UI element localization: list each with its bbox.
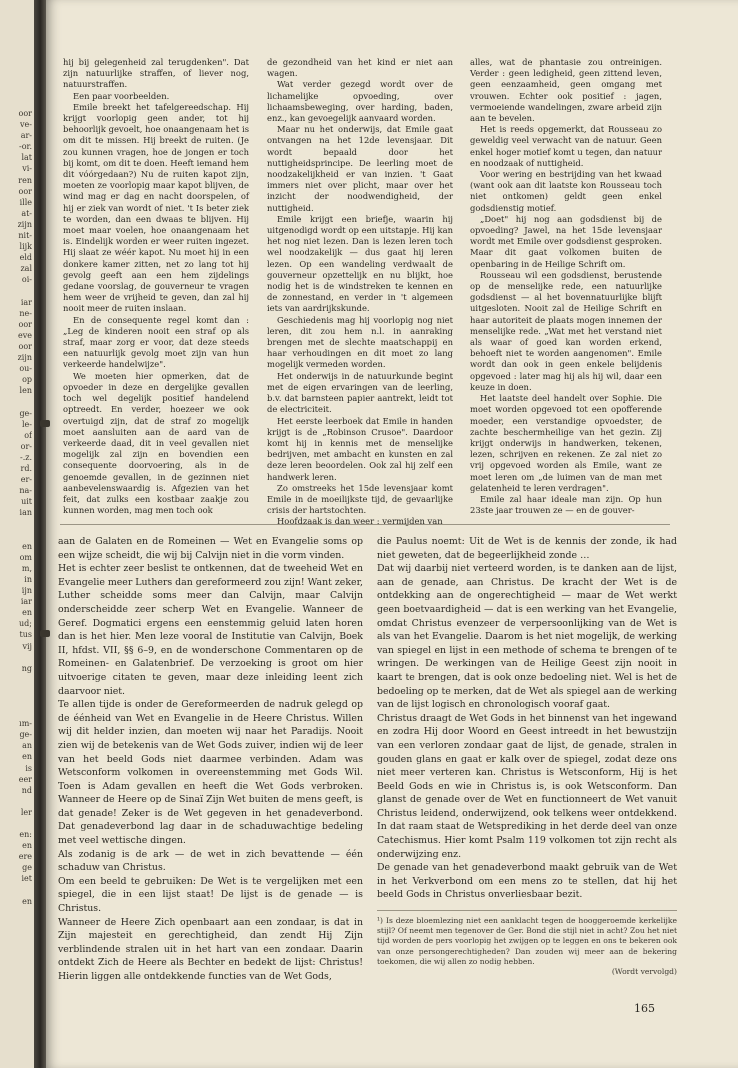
facing-page-fragment: vij	[22, 641, 32, 651]
paragraph: Maar nu het onderwijs, dat Emile gaat ontvangen na het 12de levensjaar. Dit wordt bepaald door het nuttigheidsprincipe. De leerling moet de noodzakelijkheid er van inzien. 't Gaat immers niet over plicht, maar over het inzicht der noodwendigheid, der nuttigheid.	[267, 124, 453, 213]
facing-page-fragment: rd.	[20, 464, 32, 473]
facing-page-fragment: en:	[19, 830, 32, 840]
facing-page-fragment: is	[25, 763, 32, 773]
facing-page-fragment: nit-	[18, 231, 32, 241]
paragraph: Emile zal haar ideale man zijn. Op hun 23ste jaar trouwen ze — en de gouver-	[470, 493, 662, 516]
facing-page-fragment: en	[22, 841, 32, 851]
facing-page-fragment: -.z.	[19, 452, 32, 462]
facing-page-fragment: zijn	[17, 353, 32, 363]
facing-page-fragment: eve	[18, 330, 32, 340]
facing-page-fragment: ar-	[20, 131, 32, 141]
section-divider	[60, 524, 670, 525]
paragraph: Christus draagt de Wet Gods in het binnenst van het ingewand en zodra Hij door Woord en Geest intreedt in het bewustzijn van een verloren zondaar gaat de lijst, de genade, stralen in gouden glans en gaat er kalk over de spiegel, zodat deze ons niet meer verteren kan. Christus is Wetsconform, Hij is het Beeld Gods en wie in Christus is, is ook Wetsconform. Dan glanst de genade over de Wet en functionneert de Wet vanuit Christus leidend, onderwijzend, ook telkens weer ontdekkend. In dat raam staat de Wetsprediking in het derde deel van onze Catechismus. Hier komt Psalm 119 volkomen tot zijn recht als onderwijzing enz.	[377, 712, 677, 860]
facing-page-fragment: at-	[21, 208, 32, 218]
facing-page-fragment: ve-	[20, 120, 32, 130]
facing-page-fragment: eer	[18, 774, 32, 784]
facing-page-fragment	[2, 885, 32, 896]
facing-page-fragment: or-	[20, 441, 32, 451]
paragraph: Het is reeds opgemerkt, dat Rousseau zo geweldig veel verwacht van de natuur. Geen enkel hoger motief komt u tegen, dan natuur en noodzaak of nuttigheid.	[470, 124, 662, 168]
facing-page-fragment: oor	[18, 186, 32, 196]
paragraph: Zo omstreeks het 15de levensjaar komt Emile in de moeilijkste tijd, de gevaarlijke crisis der hartstochten.	[267, 482, 453, 516]
facing-page-fragment: op	[22, 375, 32, 385]
page	[46, 0, 738, 1068]
footnote	[377, 910, 677, 977]
bottom-column-1	[58, 535, 363, 984]
footnote-text: ¹) Is deze bloemlezing niet een aanklacht tegen de hooggeroemde kerkelijke stijl? Of neemt men tegenover de Ger. Bond die stijl niet in acht? Zou het niet tijd worden de pers voorlopig het zwijgen op te leggen en ons te bekeren ook van onze persongerechtigheden? Dan zouden wij meer aan de bekering toekomen, die wij allen zo nodig hebben.	[377, 916, 677, 966]
facing-page-fragment: ge	[22, 863, 32, 873]
facing-page-fragment: ian	[19, 508, 32, 518]
paragraph: Wat verder gezegd wordt over de lichamelijke opvoeding, over lichaamsbeweging, over harding, baden, enz., kan gevoegelijk aanvaard worden.	[267, 79, 453, 124]
facing-page-fragment: ou-	[19, 364, 32, 374]
facing-page-fragment: lat	[21, 153, 32, 163]
facing-page-edge	[0, 0, 34, 1068]
facing-page-fragment: en	[22, 608, 32, 618]
facing-page-fragment: iet	[21, 874, 32, 884]
paragraph: Als zodanig is de ark — de wet in zich bevattende — één schaduw van Christus.	[58, 848, 363, 874]
page-number: 165	[634, 1002, 655, 1015]
facing-page-fragment: en	[22, 752, 32, 762]
facing-page-fragment: vi-	[22, 164, 32, 174]
facing-page-fragment: eld	[19, 253, 32, 263]
paragraph: Hoofdzaak is dan weer : vermijden van	[277, 516, 443, 527]
paragraph: Geschiedenis mag hij voorlopig nog niet leren, dit zou hem n.l. in aanraking brengen met de slechte maatschappij en haar verhoudingen en dit moet zo lang mogelijk vermeden worden.	[267, 314, 453, 370]
facing-page-fragment: ler	[20, 807, 32, 817]
facing-page-fragment: ud;	[19, 619, 32, 629]
paragraph: aan de Galaten en de Romeinen — Wet en Evangelie soms op een wijze scheidt, die wij bij Calvijn niet in die vorm vinden.	[58, 536, 363, 561]
facing-page-fragment: oor	[18, 109, 32, 118]
facing-page-fragment: ille	[19, 197, 32, 207]
facing-page-fragment	[2, 818, 32, 829]
facing-page-fragment: le-	[22, 419, 32, 429]
facing-page-fragment: an	[22, 741, 32, 751]
facing-page-text-fragments	[2, 108, 32, 907]
paragraph: Wanneer de Heere Zich openbaart aan een zondaar, is dat in Zijn majesteit en gerechtigheid, dan zendt Hij Zijn verblindende stralen uit in het hart van een zondaar. Daarin ontdekt Zich de Heere als Bechter en bedekt de lijst: Christus! Hierin liggen alle ontdekkende functies van de Wet Gods,	[58, 916, 363, 982]
paragraph: de gezondheid van het kind er niet aan wagen.	[267, 57, 453, 79]
facing-page-fragment: er-	[20, 475, 32, 485]
facing-page-fragment: in	[24, 574, 32, 584]
facing-page-fragment: m,	[21, 563, 32, 573]
top-column-1	[63, 57, 249, 516]
facing-page-fragment	[2, 286, 32, 297]
paragraph: Het laatste deel handelt over Sophie. Die moet worden opgevoed tot een opofferende moeder, een verstandige opvoedster, de zachte beschermheilige van het gezin. Zij krijgt onderwijs in handwerken, tekenen, lezen, schrijven en rekenen. Ze zal niet zo vrij opgevoed worden als Emile, want ze moet leren om „de luimen van de man met gelatenheid te leren verdragen".	[470, 393, 662, 493]
facing-page-fragment: oor	[18, 341, 32, 351]
facing-page-fragment: ere	[18, 852, 32, 862]
facing-page-fragment: ne-	[19, 308, 32, 318]
paragraph: Het is echter zeer beslist te ontkennen, dat de tweeheid Wet en Evangelie meer Luthers dan gereformeerd zou zijn! Want zeker, Luther scheidde soms meer dan Calvijn, maar Calvijn onderscheidde zeer scherp Wet en Evangelie. Wanneer de Geref. Dogmatici ergens een eenstemmig geluid laten horen dan is het hier. Men leze vooral de Institutie van Calvijn, Boek II, hfdst. VII, §§ 6–9, en de wonderschone Commentaren op de Romeinen- en Galatenbrief. De verzoeking is groot om hier uitvoerige citaten te geven, maar deze inleiding leent zich daarvoor niet.	[58, 563, 363, 697]
facing-page-fragment	[2, 518, 32, 529]
facing-page-fragment: en	[22, 541, 32, 551]
paragraph: En de consequente regel komt dan : „Leg de kinderen nooit een straf op als straf, maar zorg er voor, dat deze steeds een natuurlijk gevolg moet zijn van hun verkeerde handelwijze".	[63, 314, 249, 370]
facing-page-fragment	[2, 796, 32, 807]
top-column-3	[470, 57, 662, 516]
paragraph: Te allen tijde is onder de Gereformeerden de nadruk gelegd op de éénheid van Wet en Evangelie in de Heere Christus. Willen wij dit helder inzien, dan moeten wij naar het Paradijs. Nooit zien wij de betekenis van de Wet Gods zuiver, indien wij de leer van het beeld Gods niet daarmee verbinden. Adam was Wetsconform volkomen in overeenstemming met Gods Wil. Toen is Adam gevallen en heeft die Wet Gods verbroken. Wanneer de Heere op de Sinaï Zijn Wet buiten de mens geeft, is dat genade! Zeker is de Wet gegeven in het genadeverbond. Dat genadeverbond lag daar in de schaduwachtige bedeling met veel wettische dingen.	[58, 699, 363, 847]
facing-page-fragment: iar	[20, 297, 32, 307]
facing-page-fragment: zal	[20, 264, 32, 274]
paragraph: Dat wij daarbij niet verteerd worden, is te danken aan de lijst, aan de genade, aan Christus. De kracht der Wet is de ontdekking aan de ongerechtigheid — maar de Wet werkt geen boetvaardigheid — dat is een werking van het Evangelie, omdat Christus evenzeer de verpersoonlijking van de Wet is als van het Evangelie. Daarom is het niet mogelijk, de werking van spiegel en lijst in een methode of schema te brengen of te wringen. De werkingen van de Heilige Geest zijn nooit in kaart te brengen, dat is ook onze bedoeling niet. Wel is het de bedoeling op te merken, dat de Wet als spiegel aan de werking van de lijst logisch en chronologisch vooraf gaat.	[377, 563, 677, 711]
facing-page-fragment	[2, 707, 32, 718]
paragraph: Het eerste leerboek dat Emile in handen krijgt is de „Robinson Crusoe". Daardoor komt hij in kennis met de menselijke bedrijven, met ambacht en kunsten en zal deze leren beoordelen. Ook zal hij zelf een handwerk leren.	[267, 415, 453, 482]
paragraph: Emile breekt het tafelgereedschap. Hij krijgt voorlopig geen ander, tot hij behoorlijk gevoelt, hoe onaangenaam het is om dit te missen. Hij breekt de ruiten. (Je zou kunnen vragen, hoe de jongen er toch bij komt, om dit te doen. Heeft iemand hem dit vóórgedaan?) Nu de ruiten kapot zijn, moeten ze voorlopig maar kapot blijven, de wind mag er dag en nacht doorspelen, of hij er ziek van wordt of niet. 't Is beter ziek te worden, dan een dwaas te blijven. Hij moet maar voelen, hoe onaangenaam het is. Eindelijk worden er weer ruiten ingezet. Hij slaat ze wéér kapot. Nu moet hij in een donkere kamer zitten, net zo lang tot hij gevolg geeft aan een hem zijdelings gedane voorslag, de gouverneur te vragen hem weer de vrijheid te geven, dan zal hij nooit meer de ruiten inslaan.	[63, 101, 249, 314]
facing-page-fragment	[2, 652, 32, 663]
binding-clip	[40, 630, 50, 637]
facing-page-fragment: uit	[21, 497, 32, 507]
facing-page-fragment: lijk	[19, 242, 32, 252]
paragraph: Een paar voorbeelden.	[73, 90, 170, 101]
paragraph: Emile krijgt een briefje, waarin hij uitgenodigd wordt op een uitstapje. Hij kan het nog niet lezen. Dan is lezen leren toch wel noodzakelijk — dus gaat hij leren lezen. Op een wandeling verdwaalt de gouverneur opzettelijk en nu blijkt, hoe nodig het is de windstreken te kennen en de zonnestand, en verder in 't algemeen iets van aardrijkskunde.	[267, 213, 453, 314]
facing-page-fragment: oi-	[21, 275, 32, 285]
facing-page-fragment	[2, 696, 32, 707]
facing-page-fragment: oor	[18, 319, 32, 329]
paragraph: Om een beeld te gebruiken: De Wet is te vergelijken met een spiegel, die in een lijst staat! De lijst is de genade — is Christus.	[58, 875, 363, 915]
facing-page-fragment: len	[19, 386, 32, 396]
facing-page-fragment: of	[24, 430, 32, 440]
facing-page-fragment: ge-	[19, 408, 32, 418]
paragraph: hij bij gelegenheid zal terugdenken". Dat zijn natuurlijke straffen, of liever nog, natuurstraffen.	[63, 57, 249, 90]
facing-page-fragment	[2, 674, 32, 685]
facing-page-fragment: ge-	[19, 730, 32, 740]
paragraph: Het onderwijs in de natuurkunde begint met de eigen ervaringen van de leerling, b.v. dat barnsteen papier aantrekt, leidt tot de electriciteit.	[267, 370, 453, 415]
paragraph: „Doet" hij nog aan godsdienst bij de opvoeding? Jawel, na het 15de levensjaar wordt met Emile over godsdienst gesproken. Maar dit gaat volkomen buiten de openbaring in de Heilige Schrift om.	[470, 213, 662, 269]
bottom-column-2	[377, 535, 677, 977]
facing-page-fragment: iar	[20, 597, 32, 607]
facing-page-fragment: ım-	[19, 719, 32, 729]
top-column-2	[267, 57, 453, 528]
binding-clip	[40, 420, 50, 427]
facing-page-fragment: ren	[18, 175, 32, 185]
facing-page-fragment: na-	[19, 486, 32, 496]
facing-page-fragment: en	[22, 896, 32, 906]
facing-page-fragment	[2, 685, 32, 696]
facing-page-fragment	[2, 530, 32, 541]
continued-note: (Wordt vervolgd)	[611, 967, 677, 977]
facing-page-fragment: om	[19, 552, 32, 562]
facing-page-fragment: zijn	[17, 219, 32, 229]
facing-page-fragment: nd	[21, 785, 32, 795]
facing-page-fragment: -or.	[18, 142, 32, 152]
paragraph: We moeten hier opmerken, dat de opvoeder in deze en dergelijke gevallen toch wel degelijk positief handelend optreedt. En verder, hoezeer we ook overtuigd zijn, dat de straf zo mogelijk moet aansluiten aan de aard van de verkeerde daad, dit in veel gevallen niet mogelijk zal zijn en bovendien een consequente doorvoering, als in de genoemde gevallen, in de gezinnen niet aanbevelenswaardig is. Afgezien van het feit, dat zulks een kostbaar zaakje zou kunnen worden, mag men toch ook	[63, 370, 249, 516]
paragraph: die Paulus noemt: Uit de Wet is de kennis der zonde, ik had niet geweten, dat de begeerlijkheid zonde …	[377, 536, 677, 561]
facing-page-fragment: tus	[19, 630, 32, 640]
facing-page-fragment: ng	[21, 663, 32, 673]
paragraph: Voor wering en bestrijding van het kwaad (want ook aan dit laatste kon Rousseau toch niet ontkomen) geldt geen enkel godsdienstig motief.	[470, 169, 662, 213]
facing-page-fragment	[2, 396, 32, 407]
paragraph: alles, wat de phantasie zou ontreinigen. Verder : geen ledigheid, geen zittend leven, geen eenzaamheid, geen omgang met vrouwen. Echter ook positief : jagen, vermoeiende wandelingen, zware arbeid zijn aan te bevelen.	[470, 57, 662, 124]
paragraph: Rousseau wil een godsdienst, berustende op de menselijke rede, een natuurlijke godsdienst — al het bovennatuurlijke blijft uitgesloten. Nooit zal de Heilige Schrift en haar autoriteit de plaats mogen innemen der menselijke rede. „Wat met het verstand niet als waar of goed kan worden erkend, behoeft niet te worden aangenomen". Emile wordt dan ook in geen enkele belijdenis opgevoed : later mag hij als hij wil, daar een keuze in doen.	[470, 269, 662, 392]
paragraph: De genade van het genadeverbond maakt gebruik van de Wet in het Verkverbond om een mens zo te stellen, dat hij het beeld Gods in Christus onverliesbaar bezit.	[377, 862, 677, 901]
facing-page-fragment: ijn	[21, 586, 32, 596]
